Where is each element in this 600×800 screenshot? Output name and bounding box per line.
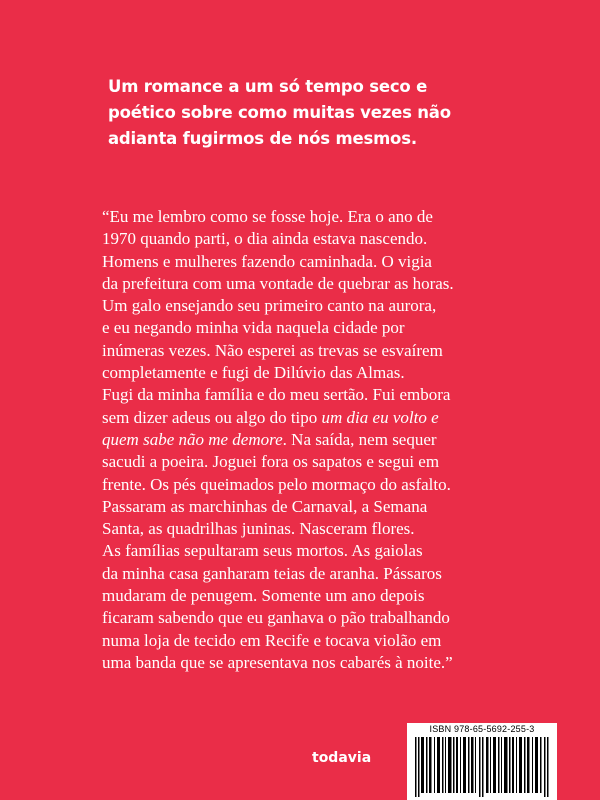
quote-line: da prefeitura com uma vontade de quebrar as horas. xyxy=(102,273,454,293)
tagline xyxy=(108,74,528,152)
quote-line: As famílias sepultaram seus mortos. As gaiolas xyxy=(102,541,423,561)
quote-line: da minha casa ganharam teias de aranha. Pássaros xyxy=(102,563,442,583)
publisher-logo: todavia xyxy=(312,750,372,766)
quote-segment: sem dizer adeus ou algo do tipo xyxy=(102,407,322,427)
excerpt-quote xyxy=(102,206,542,674)
quote-line: ficaram sabendo que eu ganhava o pão trabalhando xyxy=(102,608,450,628)
quote-line: Homens e mulheres fazendo caminhada. O vigia xyxy=(102,251,432,271)
isbn-number: ISBN 978-65-5692-255-3 xyxy=(429,724,535,734)
quote-italic: quem sabe não me demore xyxy=(102,429,283,449)
quote-line xyxy=(102,429,542,451)
quote-line: inúmeras vezes. Não esperei as trevas se esvaírem xyxy=(102,340,443,360)
isbn-barcode xyxy=(407,723,557,800)
quote-segment: . Na saída, nem sequer xyxy=(282,429,437,449)
quote-line: frente. Os pés queimados pelo mormaço do asfalto. xyxy=(102,474,451,494)
quote-line: Um galo ensejando seu primeiro canto na aurora, xyxy=(102,296,437,316)
quote-line: Passaram as marchinhas de Carnaval, a Semana xyxy=(102,496,428,516)
quote-line: completamente e fugi de Dilúvio das Almas. xyxy=(102,363,405,383)
quote-line: 1970 quando parti, o dia ainda estava nascendo. xyxy=(102,229,428,249)
quote-line: mudaram de penugem. Somente um ano depois xyxy=(102,586,425,606)
quote-line: Fugi da minha família e do meu sertão. Fui embora xyxy=(102,385,451,405)
quote-line: Santa, as quadrilhas juninas. Nasceram flores. xyxy=(102,519,415,539)
tagline-line: Um romance a um só tempo seco e xyxy=(108,77,428,96)
quote-line: numa loja de tecido em Recife e tocava violão em xyxy=(102,630,442,650)
quote-line: uma banda que se apresentava nos cabarés à noite.” xyxy=(102,652,453,672)
quote-line xyxy=(102,407,542,429)
tagline-line: poético sobre como muitas vezes não xyxy=(108,103,451,122)
quote-line: sacudi a poeira. Joguei fora os sapatos e segui em xyxy=(102,452,440,472)
tagline-line: adianta fugirmos de nós mesmos. xyxy=(108,129,417,148)
quote-line: “Eu me lembro como se fosse hoje. Era o ano de xyxy=(102,207,433,226)
barcode-icon xyxy=(413,737,551,797)
quote-italic: um dia eu volto e xyxy=(321,407,439,427)
quote-line: e eu negando minha vida naquela cidade por xyxy=(102,318,405,338)
